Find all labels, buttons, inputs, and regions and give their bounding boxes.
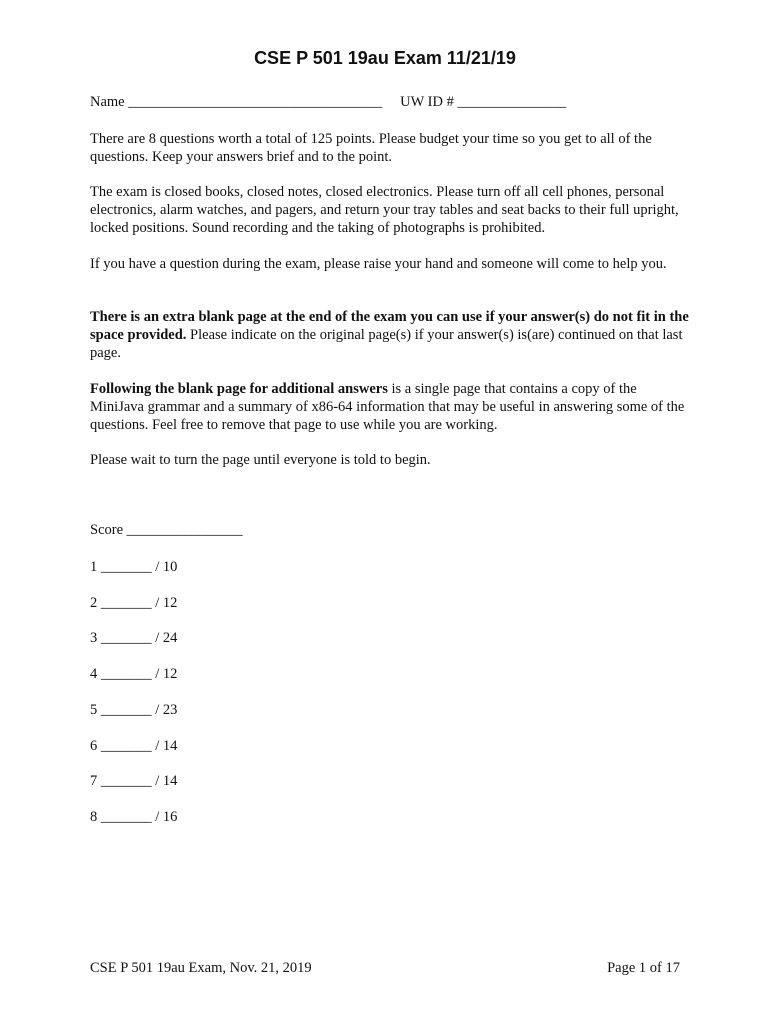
page-title: CSE P 501 19au Exam 11/21/19 <box>254 48 516 68</box>
score-row-q3: 3 _______ / 24 <box>90 630 178 646</box>
instructions-paragraph-5 <box>90 380 690 434</box>
score-row-q7: 7 _______ / 14 <box>90 773 178 789</box>
reference-page-note-text: is a single page that contains a copy of the MiniJava grammar and a summary of x86-64 information that may be useful in answering some of the questions. Feel free to remove that page to use while you are working. <box>90 381 685 433</box>
score-row-q2: 2 _______ / 12 <box>90 595 178 611</box>
instructions-paragraph-6: Please wait to turn the page until everyone is told to begin. <box>90 452 431 468</box>
reference-page-note-bold: Following the blank page for additional answers <box>90 381 388 397</box>
instructions-paragraph-4 <box>90 308 690 362</box>
instructions-paragraph-1: There are 8 questions worth a total of 125 points. Please budget your time so you get to all of the questions. Keep your answers brief and to the point. <box>90 131 652 165</box>
score-row-q8: 8 _______ / 16 <box>90 809 178 825</box>
extra-page-note-text: Please indicate on the original page(s) if your answer(s) is(are) continued on that last page. <box>90 327 683 361</box>
score-row-q4: 4 _______ / 12 <box>90 666 178 682</box>
score-row-q1: 1 _______ / 10 <box>90 559 178 575</box>
extra-page-note-bold: There is an extra blank page at the end of the exam you can use if your answer(s) do not fit in the space provided. <box>90 309 689 343</box>
footer-exam-info: CSE P 501 19au Exam, Nov. 21, 2019 <box>90 960 312 976</box>
instructions-paragraph-3: If you have a question during the exam, please raise your hand and someone will come to help you. <box>90 256 667 272</box>
score-row-q6: 6 _______ / 14 <box>90 738 178 754</box>
name-uwid-line: Name ___________________________________ UW ID # _______________ <box>90 94 567 110</box>
instructions-paragraph-2: The exam is closed books, closed notes, closed electronics. Please turn off all cell phones, personal electronics, alarm watches, and pagers, and return your tray tables and seat backs to their full upright, locked positions. Sound recording and the taking of photographs is prohibited. <box>90 184 679 236</box>
score-row-q5: 5 _______ / 23 <box>90 702 178 718</box>
score-total-line: Score ________________ <box>90 522 243 538</box>
footer-page-number: Page 1 of 17 <box>607 960 680 976</box>
